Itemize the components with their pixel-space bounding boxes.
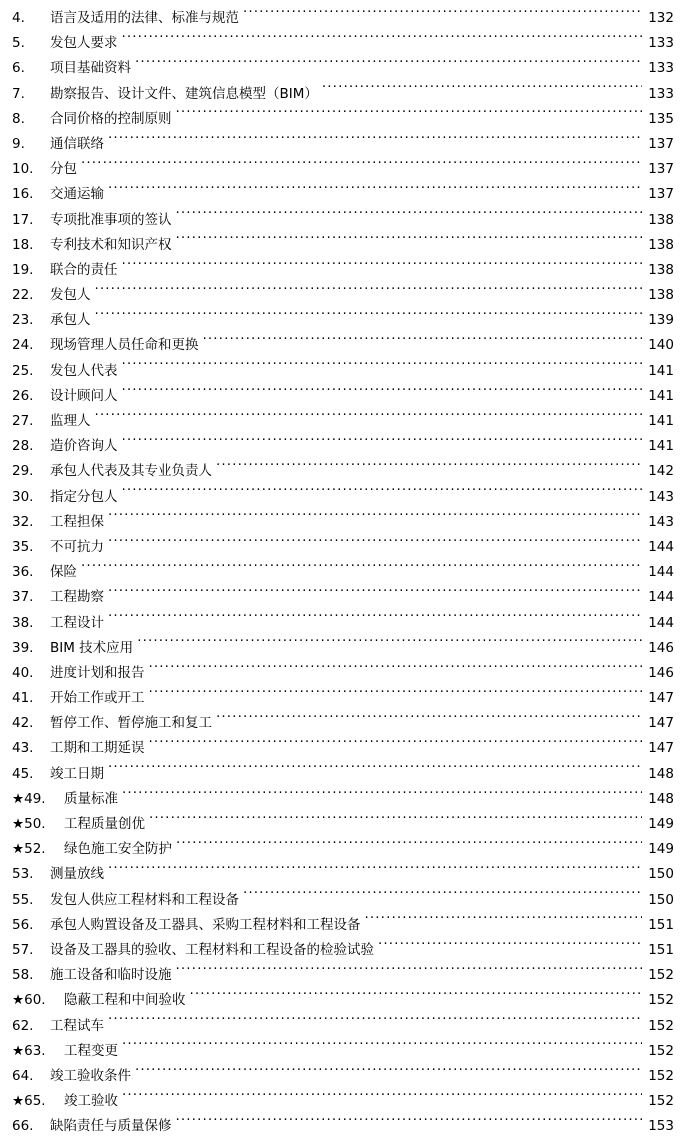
toc-entry[interactable] — [12, 31, 674, 56]
toc-entry-number: 39. — [12, 639, 34, 656]
toc-leader-dots — [122, 361, 643, 375]
toc-leader-dots — [149, 815, 642, 829]
toc-entry-title: 施工设备和临时设施 — [50, 967, 172, 984]
toc-entry-page: 149 — [648, 841, 674, 858]
toc-entry-page: 141 — [648, 387, 674, 404]
toc-entry-page: 144 — [648, 614, 674, 631]
toc-entry[interactable] — [12, 862, 674, 887]
toc-entry-title: 工程勘察 — [50, 589, 104, 606]
toc-entry-number: 58. — [12, 967, 34, 984]
toc-entry[interactable] — [12, 711, 674, 736]
toc-entry-number: 37. — [12, 589, 34, 606]
toc-leader-dots — [122, 386, 643, 400]
toc-entry-number: 36. — [12, 564, 34, 581]
toc-leader-dots — [365, 915, 643, 929]
toc-entry-number: 16. — [12, 186, 34, 203]
toc-entry-number: 25. — [12, 362, 34, 379]
toc-entry-number: 9. — [12, 135, 25, 152]
toc-entry-page: 138 — [648, 236, 674, 253]
toc-entry[interactable] — [12, 208, 674, 233]
toc-entry-page: 153 — [648, 1118, 674, 1135]
toc-leader-dots — [108, 865, 642, 879]
toc-entry-number: 30. — [12, 488, 34, 505]
toc-leader-dots — [149, 739, 643, 753]
toc-entry-title: 通信联络 — [50, 135, 104, 152]
toc-leader-dots — [135, 59, 642, 73]
toc-entry-number: 18. — [12, 236, 34, 253]
toc-leader-dots — [176, 966, 643, 980]
toc-entry[interactable] — [12, 1014, 674, 1039]
toc-leader-dots — [108, 764, 642, 778]
toc-entry[interactable] — [12, 283, 674, 308]
toc-entry-page: 152 — [648, 1042, 674, 1059]
toc-entry-page: 144 — [648, 589, 674, 606]
toc-entry-number: ★65. — [12, 1093, 46, 1110]
toc-entry-number: 45. — [12, 765, 34, 782]
toc-entry-number: 27. — [12, 413, 34, 429]
toc-entry-number: 41. — [12, 690, 34, 707]
toc-entry[interactable] — [12, 988, 674, 1013]
toc-leader-dots — [81, 160, 642, 174]
toc-entry-title: 竣工验收条件 — [50, 1067, 131, 1084]
toc-entry-number: 5. — [12, 35, 25, 52]
toc-entry-number: 42. — [12, 715, 34, 732]
toc-leader-dots — [176, 1117, 643, 1131]
toc-entry-page: 144 — [648, 564, 674, 581]
toc-entry-page: 151 — [648, 941, 674, 958]
toc-leader-dots — [81, 563, 642, 577]
toc-entry[interactable] — [12, 736, 674, 761]
toc-leader-dots — [135, 1066, 642, 1080]
toc-entry-number: 17. — [12, 211, 34, 228]
toc-leader-dots — [122, 260, 643, 274]
toc-leader-dots — [108, 613, 642, 627]
toc-entry[interactable] — [12, 913, 674, 938]
toc-entry-number: 32. — [12, 513, 34, 530]
toc-leader-dots — [243, 9, 642, 23]
toc-entry[interactable] — [12, 560, 674, 585]
toc-entry-title: 监理人 — [50, 413, 91, 429]
toc-leader-dots — [216, 714, 642, 728]
toc-entry[interactable] — [12, 56, 674, 81]
toc-leader-dots — [190, 991, 643, 1005]
toc-entry-number: 64. — [12, 1067, 34, 1084]
toc-entry-page: 139 — [648, 312, 674, 329]
toc-entry-title: 承包人购置设备及工器具、采购工程材料和工程设备 — [50, 916, 361, 933]
toc-entry-title: 专项批准事项的签认 — [50, 211, 172, 228]
toc-entry[interactable] — [12, 233, 674, 258]
toc-entry-page: 152 — [648, 992, 674, 1009]
toc-leader-dots — [122, 1092, 642, 1106]
toc-entry-title: BIM 技术应用 — [50, 639, 134, 656]
toc-entry-page: 135 — [648, 110, 674, 127]
toc-entry-number: 55. — [12, 891, 34, 908]
toc-entry-title: 项目基础资料 — [50, 60, 131, 77]
toc-leader-dots — [108, 134, 642, 148]
toc-entry-title: 工程质量创优 — [64, 816, 145, 832]
toc-entry-number: 7. — [12, 85, 25, 102]
toc-leader-dots — [108, 1016, 642, 1030]
toc-entry-page: 133 — [648, 85, 674, 102]
toc-entry-number: 8. — [12, 110, 25, 127]
toc-entry-page: 137 — [648, 161, 674, 178]
toc-entry-title: 工程设计 — [50, 614, 104, 631]
toc-entry-title: 工程担保 — [50, 513, 104, 530]
toc-entry-page: 152 — [648, 967, 674, 984]
toc-entry-page: 146 — [648, 664, 674, 681]
toc-entry-page: 137 — [648, 135, 674, 152]
toc-entry-title: 竣工日期 — [50, 765, 104, 782]
toc-entry-page: 140 — [648, 337, 674, 354]
toc-entry-number: 24. — [12, 337, 34, 354]
toc-entry-page: 144 — [648, 538, 674, 555]
toc-entry-number: 6. — [12, 60, 25, 77]
toc-entry-page: 152 — [648, 1093, 674, 1110]
toc-entry-title: 联合的责任 — [50, 261, 118, 278]
toc-entry-page: 141 — [648, 438, 674, 455]
toc-entry-page: 152 — [648, 1017, 674, 1034]
toc-entry-page: 148 — [648, 765, 674, 782]
toc-entry[interactable] — [12, 661, 674, 686]
toc-leader-dots — [122, 34, 643, 48]
toc-leader-dots — [95, 286, 643, 300]
toc-entry[interactable] — [12, 157, 674, 182]
toc-entry-number: 57. — [12, 941, 34, 958]
toc-entry-number: 40. — [12, 664, 34, 681]
toc-entry-title: 绿色施工安全防护 — [64, 841, 172, 858]
toc-entry[interactable] — [12, 384, 674, 409]
toc-entry-title: 承包人 — [50, 312, 91, 329]
toc-leader-dots — [122, 789, 642, 803]
toc-entry[interactable] — [12, 686, 674, 711]
toc-entry-page: 147 — [648, 740, 674, 757]
toc-entry-title: 隐蔽工程和中间验收 — [64, 992, 186, 1009]
toc-entry[interactable] — [12, 308, 674, 333]
toc-entry-title: 交通运输 — [50, 186, 104, 203]
toc-entry[interactable] — [12, 636, 674, 661]
toc-entry-page: 132 — [648, 10, 674, 26]
toc-entry[interactable] — [12, 485, 674, 510]
toc-entry-title: 工期和工期延误 — [50, 740, 145, 757]
toc-entry-title: 竣工验收 — [64, 1093, 118, 1110]
toc-entry-title: 设备及工器具的验收、工程材料和工程设备的检验试验 — [50, 941, 374, 958]
toc-entry-number: 53. — [12, 866, 34, 883]
toc-entry-title: 设计顾问人 — [50, 387, 118, 404]
toc-entry-title: 工程变更 — [64, 1042, 118, 1059]
toc-entry-page: 148 — [648, 790, 674, 807]
toc-entry-number: 10. — [12, 161, 34, 178]
toc-leader-dots — [203, 336, 643, 350]
toc-entry-title: 不可抗力 — [50, 538, 104, 555]
toc-entry-title: 分包 — [50, 161, 77, 178]
toc-entry-page: 150 — [648, 866, 674, 883]
toc-entry-number: 26. — [12, 387, 34, 404]
toc-entry-page: 142 — [648, 463, 674, 480]
toc-entry-page: 141 — [648, 362, 674, 379]
toc-leader-dots — [108, 512, 642, 526]
toc-entry[interactable] — [12, 409, 674, 434]
toc-entry-page: 138 — [648, 211, 674, 228]
toc-entry[interactable] — [12, 459, 674, 484]
toc-entry-title: 专利技术和知识产权 — [50, 236, 172, 253]
toc-leader-dots — [108, 537, 642, 551]
toc-entry-title: 发包人要求 — [50, 35, 118, 52]
toc-entry-title: 承包人代表及其专业负责人 — [50, 463, 212, 480]
toc-entry-number: 22. — [12, 287, 34, 304]
toc-entry-title: 现场管理人员任命和更换 — [50, 337, 199, 354]
toc-entry[interactable] — [12, 611, 674, 636]
toc-entry-title: 发包人 — [50, 287, 91, 304]
toc-entry-title: 进度计划和报告 — [50, 664, 145, 681]
toc-entry-number: ★52. — [12, 841, 46, 858]
toc-entry[interactable] — [12, 1064, 674, 1089]
toc-entry-number: 38. — [12, 614, 34, 631]
toc-entry-number: ★50. — [12, 816, 46, 832]
toc-entry-title: 语言及适用的法律、标准与规范 — [50, 10, 239, 26]
toc-entry-page: 149 — [648, 816, 674, 832]
toc-leader-dots — [122, 437, 643, 451]
toc-leader-dots — [95, 311, 643, 325]
toc-entry-number: 23. — [12, 312, 34, 329]
toc-entry-title: 合同价格的控制原则 — [50, 110, 172, 127]
toc-entry-page: 141 — [648, 413, 674, 429]
toc-leader-dots — [108, 185, 642, 199]
toc-entry-title: 质量标准 — [64, 790, 118, 807]
toc-entry[interactable] — [12, 6, 674, 31]
toc-entry[interactable] — [12, 333, 674, 358]
toc-entry-number: 29. — [12, 463, 34, 480]
toc-leader-dots — [122, 487, 643, 501]
toc-entry[interactable] — [12, 359, 674, 384]
toc-entry-title: 指定分包人 — [50, 488, 118, 505]
toc-entry[interactable] — [12, 963, 674, 988]
toc-entry-title: 发包人供应工程材料和工程设备 — [50, 891, 239, 908]
toc-entry-title: 缺陷责任与质量保修 — [50, 1118, 172, 1135]
toc-entry[interactable] — [12, 812, 674, 837]
toc-entry[interactable] — [12, 434, 674, 459]
toc-entry-page: 143 — [648, 488, 674, 505]
toc-entry-page: 143 — [648, 513, 674, 530]
toc-entry[interactable] — [12, 787, 674, 812]
toc-entry[interactable] — [12, 510, 674, 535]
toc-entry[interactable] — [12, 837, 674, 862]
toc-entry[interactable] — [12, 1039, 674, 1064]
toc-leader-dots — [176, 235, 643, 249]
toc-entry-title: 保险 — [50, 564, 77, 581]
toc-entry[interactable] — [12, 938, 674, 963]
toc-leader-dots — [149, 663, 643, 677]
toc-entry-title: 测量放线 — [50, 866, 104, 883]
toc-entry-number: ★49. — [12, 790, 46, 807]
toc-entry-number: 62. — [12, 1017, 34, 1034]
toc-leader-dots — [137, 638, 642, 652]
toc-entry-number: 28. — [12, 438, 34, 455]
toc-entry-number: ★60. — [12, 992, 46, 1009]
toc-leader-dots — [216, 462, 642, 476]
toc-entry-title: 造价咨询人 — [50, 438, 118, 455]
toc-entry[interactable] — [12, 132, 674, 157]
toc-entry-title: 勘察报告、设计文件、建筑信息模型（BIM） — [50, 85, 318, 102]
toc-entry-page: 147 — [648, 715, 674, 732]
toc-entry[interactable] — [12, 585, 674, 610]
toc-entry[interactable] — [12, 1114, 674, 1139]
toc-entry-number: 43. — [12, 740, 34, 757]
toc-leader-dots — [176, 210, 643, 224]
toc-entry-title: 开始工作或开工 — [50, 690, 145, 707]
toc-leader-dots — [243, 890, 642, 904]
toc-leader-dots — [322, 84, 642, 98]
toc-leader-dots — [378, 940, 642, 954]
toc-entry-title: 暂停工作、暂停施工和复工 — [50, 715, 212, 732]
toc-leader-dots — [149, 689, 643, 703]
toc-entry-page: 138 — [648, 287, 674, 304]
toc-entry-number: 56. — [12, 916, 34, 933]
toc-entry[interactable] — [12, 182, 674, 207]
toc-entry-page: 138 — [648, 261, 674, 278]
toc-entry-number: 66. — [12, 1118, 34, 1135]
toc-entry-page: 151 — [648, 916, 674, 933]
toc-entry-page: 147 — [648, 690, 674, 707]
toc-entry-page: 152 — [648, 1067, 674, 1084]
toc-entry-number: ★63. — [12, 1042, 46, 1059]
toc-entry-page: 133 — [648, 60, 674, 77]
toc-entry-title: 发包人代表 — [50, 362, 118, 379]
toc-entry-page: 133 — [648, 35, 674, 52]
toc-entry-page: 137 — [648, 186, 674, 203]
toc-entry-number: 19. — [12, 261, 34, 278]
toc-leader-dots — [122, 1041, 642, 1055]
toc-entry[interactable] — [12, 82, 674, 107]
toc-entry[interactable] — [12, 1089, 674, 1114]
toc-entry-number: 4. — [12, 10, 25, 26]
toc-entry-number: 35. — [12, 538, 34, 555]
toc-entry-page: 146 — [648, 639, 674, 656]
toc-leader-dots — [108, 588, 642, 602]
toc-entry[interactable] — [12, 107, 674, 132]
toc-leader-dots — [176, 840, 642, 854]
toc-entry-title: 工程试车 — [50, 1017, 104, 1034]
toc-entry[interactable] — [12, 535, 674, 560]
toc-entry-page: 150 — [648, 891, 674, 908]
toc-leader-dots — [95, 412, 643, 426]
toc-entry[interactable] — [12, 888, 674, 913]
toc-entry[interactable] — [12, 762, 674, 787]
toc-entry[interactable] — [12, 258, 674, 283]
toc-leader-dots — [176, 109, 643, 123]
